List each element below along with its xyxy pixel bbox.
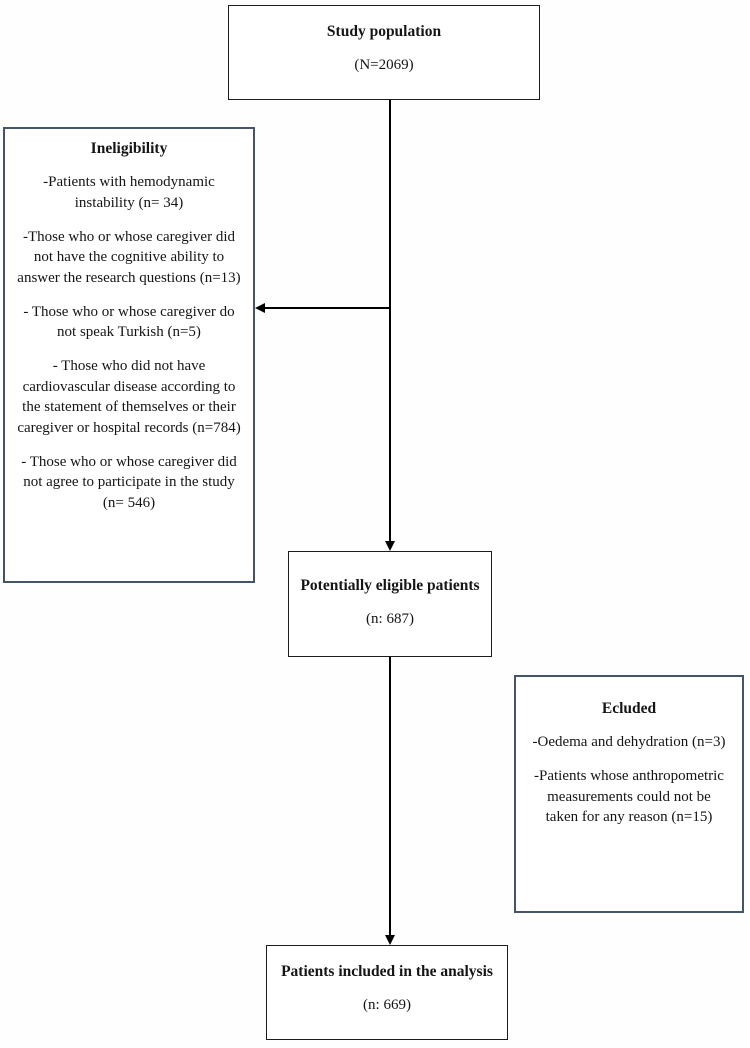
excluded-box [514,675,744,913]
arrow-to-ineligibility-line [264,307,390,309]
ineligibility-item: -Those who or whose caregiver did not have the cognitive ability to answer the research questions (n=13) [17,228,241,286]
arrow-study-to-eligible-line [389,100,391,541]
ineligibility-title: Ineligibility [90,140,168,157]
arrowhead-down-icon [385,541,395,551]
potentially-eligible-box [288,551,492,657]
excluded-item: -Patients whose anthropometric measurements could not be taken for any reason (n=15) [534,767,724,826]
ineligibility-item: - Those who did not have cardiovascular disease according to the statement of themselves or their caregiver or hospital records (n=784) [17,357,241,437]
arrowhead-left-icon [255,303,265,313]
ineligibility-item: - Those who or whose caregiver did not agree to participate in the study (n= 546) [21,453,237,512]
ineligibility-box [3,127,255,583]
included-count: (n: 669) [363,997,411,1014]
arrow-eligible-to-included-line [389,657,391,935]
included-box [266,945,508,1040]
ineligibility-item: -Patients with hemodynamic instability (n= 34) [43,174,215,211]
potentially-eligible-count: (n: 687) [366,611,414,628]
study-population-title: Study population [326,23,442,40]
ineligibility-item: - Those who or whose caregiver do not speak Turkish (n=5) [23,303,235,341]
included-title: Patients included in the analysis [281,963,493,980]
potentially-eligible-title: Potentially eligible patients [300,577,480,594]
arrowhead-down-icon [385,935,395,945]
study-population-box [228,5,540,100]
excluded-title: Ecluded [601,700,657,717]
excluded-item: -Oedema and dehydration (n=3) [532,734,726,751]
study-population-count: (N=2069) [354,57,414,74]
